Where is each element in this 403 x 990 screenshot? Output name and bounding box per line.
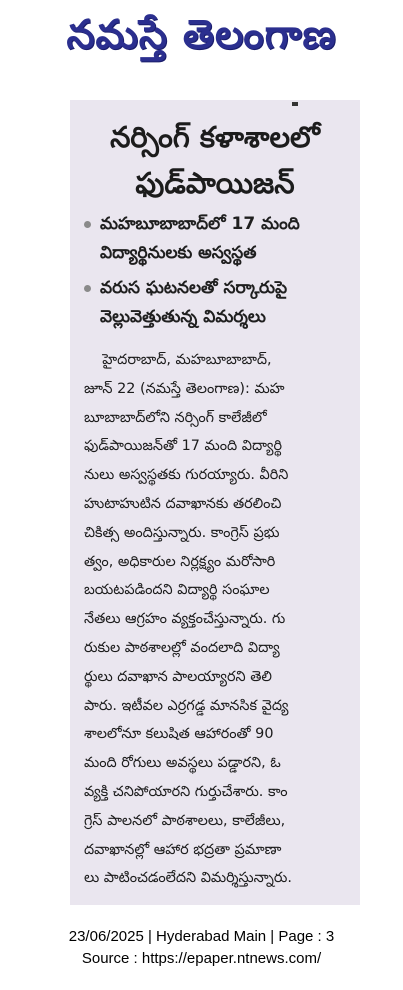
body-line: నులు అస్వస్థతకు గురయ్యారు. వీరిని [84, 467, 289, 484]
body-line: శాలలోనూ కలుషిత ఆహారంతో 90 [84, 726, 274, 743]
body-line: జూన్ 22 (నమస్తే తెలంగాణ): మహ [84, 380, 285, 397]
bullet-item [84, 274, 356, 332]
bullet-dot-icon [84, 285, 91, 292]
body-line: లు పాటించడంలేదని విమర్శిస్తున్నారు. [84, 870, 292, 887]
body-line: హైదరాబాద్, మహబూబాబాద్, [84, 352, 272, 368]
body-line: ఫుడ్‌పాయిజన్‌తో 17 మంది విద్యార్థి [84, 438, 283, 455]
bullet-text-line: వెల్లువెత్తుతున్న విమర్శలు [100, 307, 266, 327]
body-line: దవాఖానల్లో ఆహార భద్రతా ప్రమాణా [84, 841, 282, 858]
body-line: పారు. ఇటీవల ఎర్రగడ్డ మానసిక వైద్య [84, 697, 289, 714]
page-footer [0, 926, 403, 970]
body-line: వ్యక్తి చనిపోయారని గుర్తుచేశారు. కాం [84, 783, 288, 800]
source-url-line: Source : https://epaper.ntnews.com/ [81, 950, 322, 967]
body-line: నేతలు ఆగ్రహం వ్యక్తంచేస్తున్నారు. గు [84, 611, 286, 628]
body-line: బయటపడిందని విద్యార్థి సంఘాల [84, 582, 270, 599]
article-body [84, 346, 354, 893]
body-line: రుకుల పాఠశాలల్లో వందలాది విద్యా [84, 639, 280, 656]
clipping-edge-mark [292, 102, 298, 106]
body-line: గ్రెస్ పాలనలో పాఠశాలలు, కాలేజీలు, [84, 812, 286, 829]
bullet-item [84, 210, 356, 268]
masthead-title: నమస్తే తెలంగాణ [66, 12, 337, 58]
highlight-bullets [84, 210, 356, 338]
body-line: ర్థులు దవాఖాన పాలయ్యారని తెలి [84, 668, 272, 685]
bullet-dot-icon [84, 221, 91, 228]
body-line: త్వం, అధికారుల నిర్లక్ష్యం మరోసారి [84, 553, 276, 570]
bullet-text-line: వరుస ఘటనలతో సర్కారుపై [100, 278, 288, 298]
body-line: మంది రోగులు అవస్థలు పడ్డారని, ఓ [84, 755, 281, 772]
article-clipping [70, 100, 360, 905]
article-headline [70, 114, 360, 206]
headline-line-1: నర్సింగ్ కళాశాలలో [110, 120, 320, 154]
body-line: బూబాబాద్‌లోని నర్సింగ్ కాలేజీలో [84, 409, 267, 426]
newspaper-masthead [0, 0, 403, 80]
body-line: హుటాహుటిన దవాఖానకు తరలించి [84, 495, 282, 512]
bullet-text-line: మహబూబాబాద్‌లో 17 మంది [100, 214, 300, 234]
publication-date-line: 23/06/2025 | Hyderabad Main | Page : 3 [68, 928, 335, 945]
bullet-text-line: విద్యార్థినులకు అస్వస్థత [100, 243, 257, 263]
body-line: చికిత్స అందిస్తున్నారు. కాంగ్రెస్ ప్రభు [84, 524, 280, 541]
headline-line-2: ఫుడ్‌పాయిజన్ [135, 166, 295, 200]
